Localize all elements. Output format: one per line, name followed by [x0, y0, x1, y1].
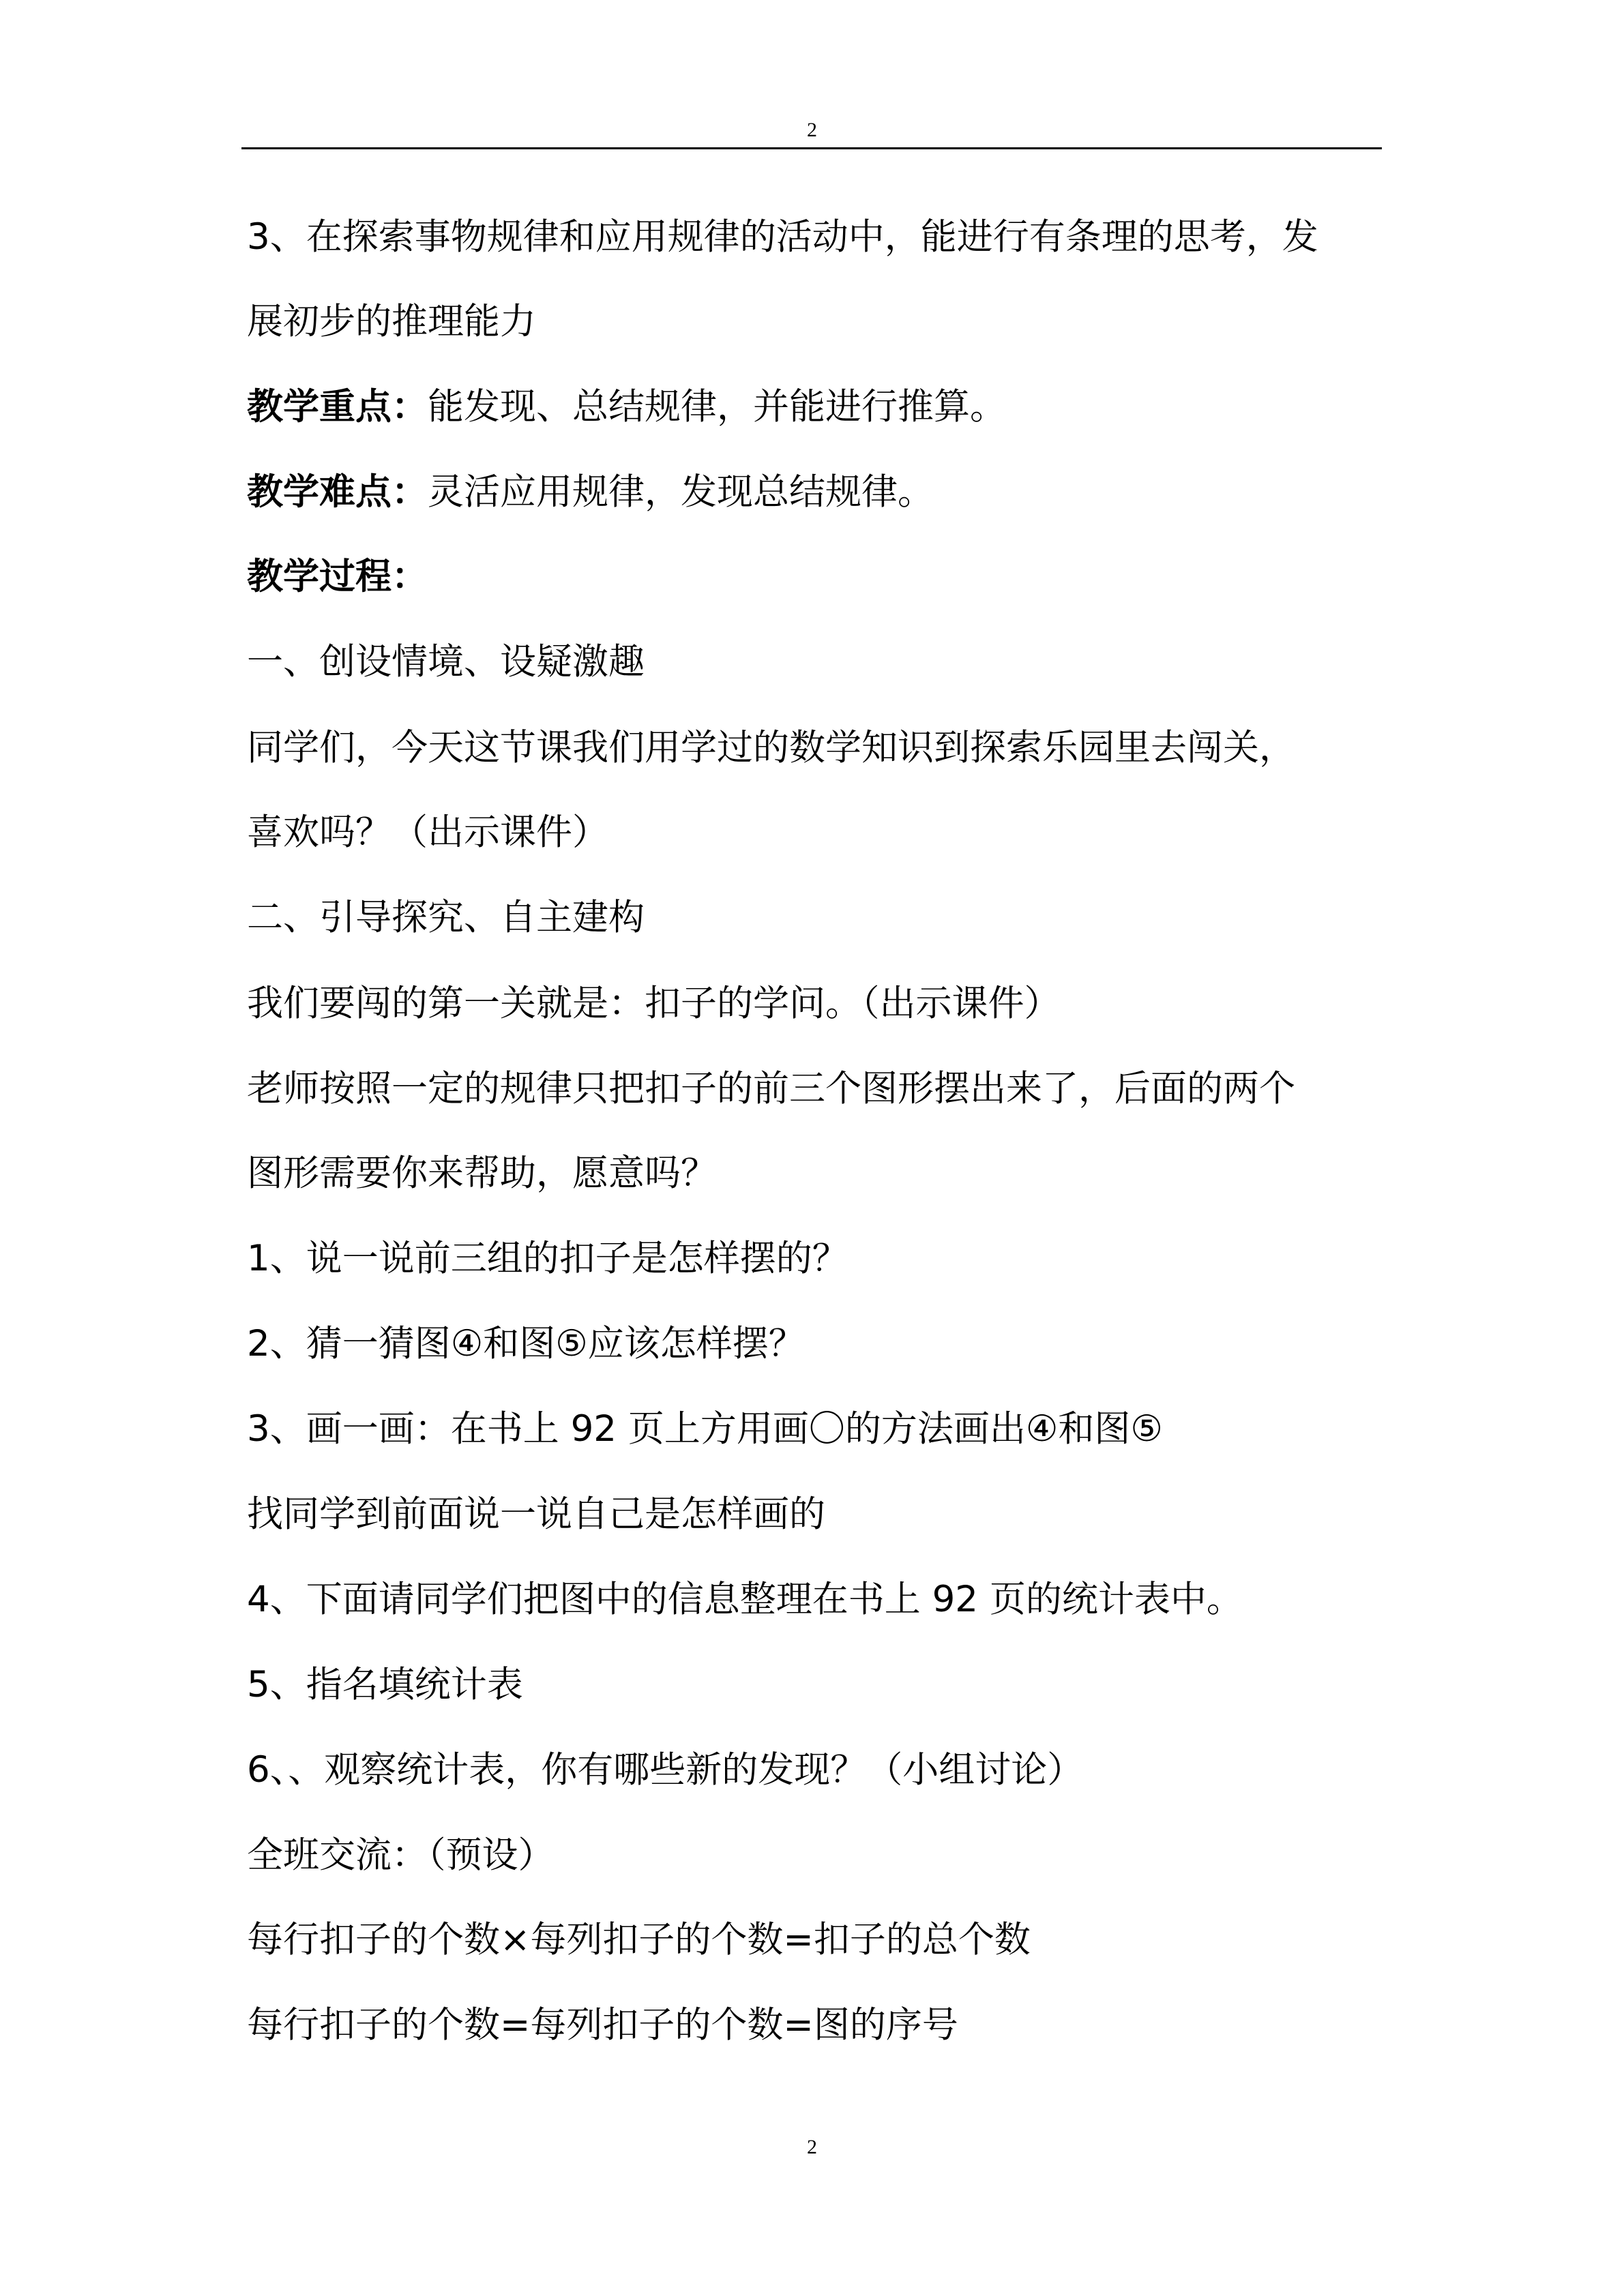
step-2: 2、猜一猜图④和图⑤应该怎样摆？	[247, 1323, 805, 1365]
objective-line-2: 展初步的推理能力	[247, 301, 536, 342]
key-point-text: 能发现、总结规律，并能进行推算。	[428, 386, 1006, 428]
step-3-note: 找同学到前面说一说自己是怎样画的	[247, 1493, 825, 1535]
objective-line-1: 3、在探索事物规律和应用规律的活动中，能进行有条理的思考，发	[247, 216, 1318, 258]
section2-desc-1: 老师按照一定的规律只把扣子的前三个图形摆出来了，后面的两个	[247, 1068, 1295, 1109]
step-6: 6、、观察统计表，你有哪些新的发现？（小组讨论）	[247, 1749, 1084, 1791]
footer-page-number: 2	[807, 2136, 817, 2158]
difficulty-text: 灵活应用规律，发现总结规律。	[428, 471, 934, 513]
difficulty-label: 教学难点：	[247, 471, 428, 513]
step-4: 4、下面请同学们把图中的信息整理在书上 92 页的统计表中。	[247, 1579, 1243, 1620]
section1-line-2: 喜欢吗？（出示课件）	[247, 811, 608, 853]
key-point	[247, 386, 1006, 428]
step-5: 5、指名填统计表	[247, 1664, 523, 1705]
section2-title: 二、引导探究、自主建构	[247, 897, 645, 938]
discussion-label: 全班交流：（预设）	[247, 1834, 555, 1876]
finding-2: 每行扣子的个数=每列扣子的个数=图的序号	[247, 2004, 958, 2046]
step-1: 1、说一说前三组的扣子是怎样摆的？	[247, 1238, 848, 1279]
step-3: 3、画一画：在书上 92 页上方用画〇的方法画出④和图⑤	[247, 1408, 1163, 1450]
process-heading: 教学过程：	[247, 556, 428, 597]
section1-title: 一、创设情境、设疑激趣	[247, 641, 645, 683]
section2-intro: 我们要闯的第一关就是：扣子的学问。（出示课件）	[247, 983, 1061, 1024]
section1-line-1: 同学们，今天这节课我们用学过的数学知识到探索乐园里去闯关，	[247, 727, 1295, 769]
header-rule	[241, 147, 1382, 149]
section2-desc-2: 图形需要你来帮助，愿意吗？	[247, 1152, 717, 1194]
key-point-label: 教学重点：	[247, 386, 428, 428]
difficulty	[247, 471, 934, 513]
finding-1: 每行扣子的个数×每列扣子的个数=扣子的总个数	[247, 1919, 1031, 1960]
header-page-number: 2	[807, 119, 817, 141]
